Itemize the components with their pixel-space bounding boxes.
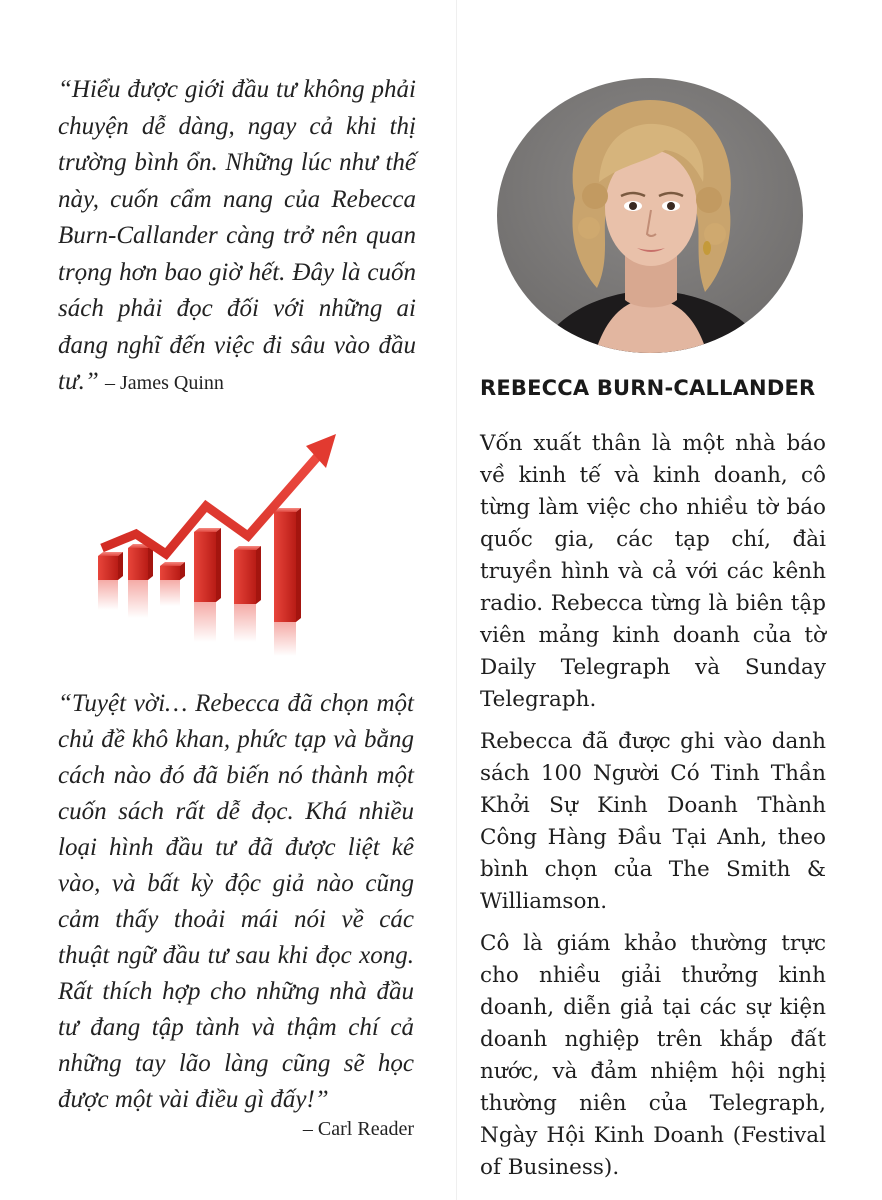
author-name: REBECCA BURN-CALLANDER [480, 376, 816, 400]
column-divider [456, 0, 457, 1200]
author-bio [480, 428, 826, 1194]
quote-author: – Carl Reader [302, 1118, 414, 1140]
bio-paragraph: Rebecca đã được ghi vào danh sách 100 Người Có Tinh Thần Khởi Sự Kinh Doanh Thành Công Hàng Đầu Tại Anh, theo bình chọn của The Smith & Williamson. [480, 729, 826, 914]
quote-author: – James Quinn [105, 372, 224, 394]
rising-bar-chart-arrow-icon [88, 428, 358, 658]
quote-text: “Tuyệt vời… Rebecca đã chọn một chủ đề khô khan, phức tạp và bằng cách nào đó đã biến nó thành một cuốn sách rất dễ đọc. Khá nhiều loại hình đầu tư đã được liệt kê vào, và bất kỳ độc giả nào cũng cảm thấy thoải mái nói về các thuật ngữ đầu tư sau khi đọc xong. Rất thích hợp cho những nhà đầu tư đang tập tành và thậm chí cả những tay lão làng cũng sẽ học được một vài điều gì đấy!” [58, 690, 414, 1113]
bio-paragraph: Cô là giám khảo thường trực cho nhiều giải thưởng kinh doanh, diễn giả tại các sự kiện doanh nghiệp trên khắp đất nước, và đảm nhiệm hội nghị thường niên của Telegraph, Ngày Hội Kinh Doanh (Festival of Business). [480, 931, 826, 1180]
author-portrait [497, 78, 803, 353]
testimonial-quote-carl-reader [58, 686, 414, 1118]
quote-text: “Hiểu được giới đầu tư không phải chuyện dễ dàng, ngay cả khi thị trường bình ổn. Những lúc như thế này, cuốn cẩm nang của Rebecca Burn-Callander càng trở nên quan trọng hơn bao giờ hết. Đây là cuốn sách phải đọc đối với những ai đang nghĩ đến việc đi sâu vào đầu tư.” [58, 76, 416, 395]
bio-paragraph: Vốn xuất thân là một nhà báo về kinh tế và kinh doanh, cô từng làm việc cho nhiều tờ báo quốc gia, các tạp chí, đài truyền hình và cả với các kênh radio. Rebecca từng là biên tập viên mảng kinh doanh của tờ Daily Telegraph và Sunday Telegraph. [480, 431, 826, 712]
testimonial-quote-james-quinn [58, 72, 416, 402]
